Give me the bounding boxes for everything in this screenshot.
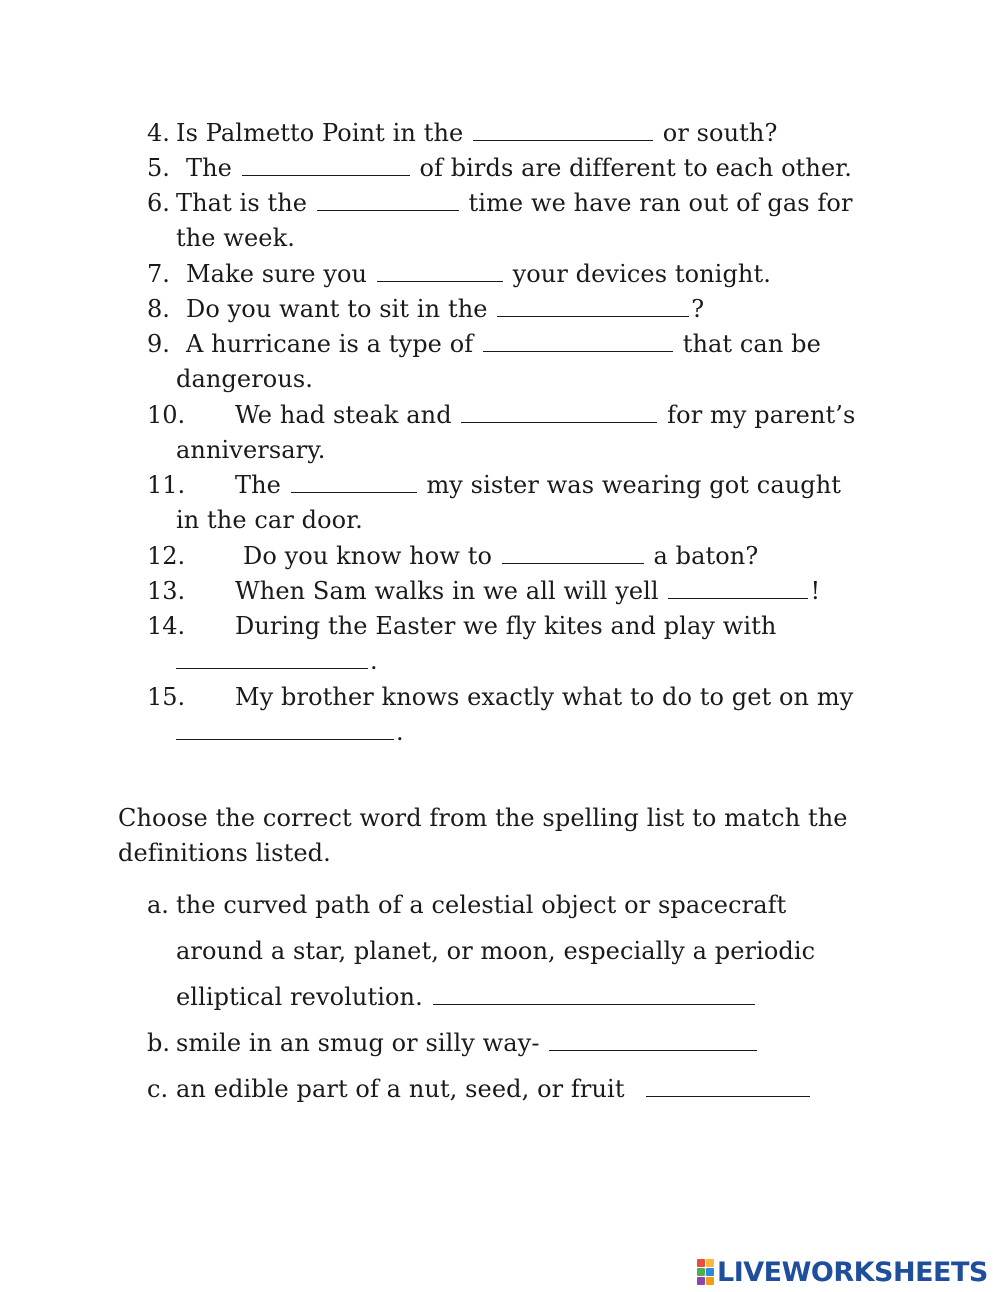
item-8-text	[186, 294, 704, 324]
item-11-continuation: in the car door.	[176, 506, 363, 534]
item-12-text	[243, 541, 758, 571]
definition-a-line-1: the curved path of a celestial object or spacecraft	[176, 891, 787, 919]
item-7-after: your devices tonight.	[512, 260, 771, 288]
definition-b-text: smile in an smug or silly way-	[176, 1029, 540, 1057]
definition-c-letter: c.	[147, 1075, 169, 1103]
definition-b-line	[176, 1028, 759, 1058]
item-12-after: a baton?	[653, 542, 759, 570]
item-5-text	[186, 153, 852, 183]
item-10-text	[235, 400, 855, 430]
item-7-number: 7.	[147, 260, 170, 288]
definition-c-line	[176, 1074, 812, 1104]
definition-c-text: an edible part of a nut, seed, or fruit	[176, 1075, 625, 1103]
item-6-before: That is the	[176, 189, 308, 217]
item-10-blank[interactable]	[461, 404, 657, 423]
item-13-before: When Sam walks in we all will yell	[235, 577, 659, 605]
item-9-blank[interactable]	[483, 333, 673, 352]
item-6-text	[176, 188, 853, 218]
instructions-line-2: definitions listed.	[118, 839, 331, 867]
item-7-text	[186, 259, 771, 289]
item-13-after: !	[810, 577, 821, 605]
item-10-before: We had steak and	[235, 401, 452, 429]
item-13-text	[235, 576, 820, 606]
logo-square-2	[706, 1259, 714, 1267]
logo-square-5	[697, 1277, 705, 1285]
item-11-blank[interactable]	[291, 474, 417, 493]
item-6-blank[interactable]	[317, 192, 459, 211]
item-5-after: of birds are different to each other.	[419, 154, 852, 182]
item-8-before: Do you want to sit in the	[186, 295, 488, 323]
definition-a-letter: a.	[147, 891, 169, 919]
item-10-after: for my parent’s	[667, 401, 856, 429]
logo-square-6	[706, 1277, 714, 1285]
item-14-blank-line	[176, 646, 378, 676]
item-15-after: .	[396, 718, 404, 746]
item-12-blank[interactable]	[502, 545, 644, 564]
definition-b-letter: b.	[147, 1029, 170, 1057]
item-4-text	[176, 118, 777, 148]
item-9-before: A hurricane is a type of	[186, 330, 474, 358]
definition-a-text: elliptical revolution.	[176, 983, 423, 1011]
item-9-continuation: dangerous.	[176, 365, 314, 393]
logo-square-1	[697, 1259, 705, 1267]
item-9-after: that can be	[682, 330, 821, 358]
item-4-before: Is Palmetto Point in the	[176, 119, 464, 147]
item-15-blank[interactable]	[176, 721, 394, 740]
item-11-text	[235, 470, 841, 500]
item-9-text	[186, 329, 821, 359]
definition-a-line-2: around a star, planet, or moon, especially a periodic	[176, 937, 816, 965]
definition-a-line-3	[176, 982, 757, 1012]
item-6-after: time we have ran out of gas for	[468, 189, 853, 217]
item-14-number: 14.	[147, 612, 186, 640]
item-15-text: My brother knows exactly what to do to get on my	[235, 683, 854, 711]
item-4-after: or south?	[662, 119, 778, 147]
item-14-after: .	[370, 647, 378, 675]
item-10-number: 10.	[147, 401, 186, 429]
item-9-number: 9.	[147, 330, 170, 358]
definition-b-blank[interactable]	[549, 1032, 757, 1051]
item-5-number: 5.	[147, 154, 170, 182]
logo-square-3	[697, 1268, 705, 1276]
logo-text: LIVEWORKSHEETS	[717, 1256, 988, 1288]
item-11-before: The	[235, 471, 281, 499]
item-13-blank[interactable]	[668, 580, 808, 599]
logo-square-4	[706, 1268, 714, 1276]
definition-c-blank[interactable]	[646, 1078, 810, 1097]
item-4-blank[interactable]	[473, 122, 653, 141]
item-12-before: Do you know how to	[243, 542, 493, 570]
logo-squares-icon	[697, 1259, 714, 1285]
item-7-blank[interactable]	[377, 263, 503, 282]
item-8-blank[interactable]	[497, 298, 689, 317]
item-5-blank[interactable]	[242, 157, 410, 176]
item-13-number: 13.	[147, 577, 186, 605]
item-8-number: 8.	[147, 295, 170, 323]
item-6-number: 6.	[147, 189, 170, 217]
item-8-after: ?	[691, 295, 705, 323]
item-5-before: The	[186, 154, 232, 182]
definition-a-blank[interactable]	[433, 986, 755, 1005]
item-15-number: 15.	[147, 683, 186, 711]
item-15-blank-line	[176, 717, 404, 747]
item-11-after: my sister was wearing got caught	[426, 471, 842, 499]
item-14-blank[interactable]	[176, 650, 368, 669]
liveworksheets-logo	[697, 1252, 988, 1292]
item-4-number: 4.	[147, 119, 170, 147]
item-7-before: Make sure you	[186, 260, 368, 288]
item-14-text: During the Easter we fly kites and play with	[235, 612, 777, 640]
item-11-number: 11.	[147, 471, 186, 499]
instructions-line-1: Choose the correct word from the spelling list to match the	[118, 804, 848, 832]
item-6-continuation: the week.	[176, 224, 295, 252]
item-12-number: 12.	[147, 542, 186, 570]
item-10-continuation: anniversary.	[176, 436, 326, 464]
